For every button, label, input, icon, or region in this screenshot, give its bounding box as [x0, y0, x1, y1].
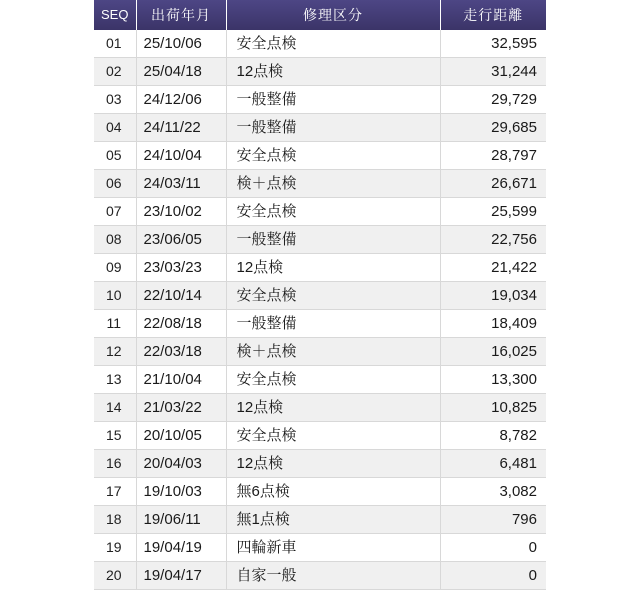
cell-date: 20/04/03 — [136, 450, 226, 478]
cell-seq: 06 — [94, 170, 136, 198]
cell-type: 12点検 — [226, 450, 440, 478]
cell-date: 24/12/06 — [136, 86, 226, 114]
cell-distance: 32,595 — [440, 30, 546, 58]
cell-distance: 18,409 — [440, 310, 546, 338]
cell-seq: 02 — [94, 58, 136, 86]
cell-distance: 6,481 — [440, 450, 546, 478]
cell-distance: 0 — [440, 534, 546, 562]
cell-date: 25/04/18 — [136, 58, 226, 86]
cell-distance: 10,825 — [440, 394, 546, 422]
table-row[interactable] — [94, 254, 546, 282]
cell-date: 22/08/18 — [136, 310, 226, 338]
table-row[interactable] — [94, 198, 546, 226]
table-row[interactable] — [94, 226, 546, 254]
cell-seq: 16 — [94, 450, 136, 478]
cell-date: 24/10/04 — [136, 142, 226, 170]
cell-seq: 03 — [94, 86, 136, 114]
table-body — [94, 30, 546, 590]
cell-distance: 25,599 — [440, 198, 546, 226]
table-row[interactable] — [94, 366, 546, 394]
cell-distance: 29,685 — [440, 114, 546, 142]
table-row[interactable] — [94, 86, 546, 114]
cell-type: 12点検 — [226, 254, 440, 282]
cell-seq: 15 — [94, 422, 136, 450]
cell-seq: 05 — [94, 142, 136, 170]
cell-seq: 19 — [94, 534, 136, 562]
cell-date: 25/10/06 — [136, 30, 226, 58]
cell-type: 一般整備 — [226, 226, 440, 254]
table-row[interactable] — [94, 562, 546, 590]
cell-seq: 13 — [94, 366, 136, 394]
cell-seq: 08 — [94, 226, 136, 254]
column-header-date: 出荷年月 — [136, 0, 226, 30]
maintenance-history-table — [94, 0, 546, 590]
cell-date: 21/10/04 — [136, 366, 226, 394]
table-row[interactable] — [94, 338, 546, 366]
cell-type: 安全点検 — [226, 366, 440, 394]
cell-distance: 0 — [440, 562, 546, 590]
cell-date: 21/03/22 — [136, 394, 226, 422]
cell-date: 20/10/05 — [136, 422, 226, 450]
table-row[interactable] — [94, 310, 546, 338]
cell-distance: 26,671 — [440, 170, 546, 198]
cell-date: 19/04/17 — [136, 562, 226, 590]
cell-distance: 22,756 — [440, 226, 546, 254]
cell-type: 一般整備 — [226, 310, 440, 338]
cell-date: 19/04/19 — [136, 534, 226, 562]
cell-date: 23/03/23 — [136, 254, 226, 282]
cell-type: 安全点検 — [226, 282, 440, 310]
column-header-type: 修理区分 — [226, 0, 440, 30]
cell-seq: 17 — [94, 478, 136, 506]
cell-type: 安全点検 — [226, 142, 440, 170]
cell-seq: 01 — [94, 30, 136, 58]
table-row[interactable] — [94, 506, 546, 534]
cell-type: 安全点検 — [226, 422, 440, 450]
cell-seq: 09 — [94, 254, 136, 282]
cell-seq: 10 — [94, 282, 136, 310]
cell-type: 安全点検 — [226, 198, 440, 226]
table-row[interactable] — [94, 450, 546, 478]
table-row[interactable] — [94, 170, 546, 198]
cell-distance: 31,244 — [440, 58, 546, 86]
cell-type: 一般整備 — [226, 86, 440, 114]
cell-type: 12点検 — [226, 58, 440, 86]
cell-distance: 8,782 — [440, 422, 546, 450]
cell-distance: 28,797 — [440, 142, 546, 170]
cell-distance: 16,025 — [440, 338, 546, 366]
cell-distance: 13,300 — [440, 366, 546, 394]
cell-type: 一般整備 — [226, 114, 440, 142]
cell-type: 12点検 — [226, 394, 440, 422]
cell-distance: 29,729 — [440, 86, 546, 114]
table-row[interactable] — [94, 478, 546, 506]
cell-seq: 07 — [94, 198, 136, 226]
cell-date: 22/10/14 — [136, 282, 226, 310]
cell-distance: 796 — [440, 506, 546, 534]
table-row[interactable] — [94, 142, 546, 170]
cell-type: 無1点検 — [226, 506, 440, 534]
table-row[interactable] — [94, 422, 546, 450]
cell-date: 23/06/05 — [136, 226, 226, 254]
cell-type: 検＋点検 — [226, 338, 440, 366]
table-header — [94, 0, 546, 30]
table-row[interactable] — [94, 394, 546, 422]
cell-seq: 12 — [94, 338, 136, 366]
cell-distance: 21,422 — [440, 254, 546, 282]
cell-date: 19/06/11 — [136, 506, 226, 534]
maintenance-history-table-wrapper — [94, 0, 546, 590]
cell-seq: 04 — [94, 114, 136, 142]
cell-type: 無6点検 — [226, 478, 440, 506]
cell-type: 検＋点検 — [226, 170, 440, 198]
cell-distance: 3,082 — [440, 478, 546, 506]
table-row[interactable] — [94, 282, 546, 310]
cell-type: 四輪新車 — [226, 534, 440, 562]
cell-type: 安全点検 — [226, 30, 440, 58]
cell-date: 22/03/18 — [136, 338, 226, 366]
cell-seq: 11 — [94, 310, 136, 338]
cell-type: 自家一般 — [226, 562, 440, 590]
cell-date: 24/11/22 — [136, 114, 226, 142]
column-header-seq: SEQ — [94, 0, 136, 30]
table-row[interactable] — [94, 534, 546, 562]
cell-date: 23/10/02 — [136, 198, 226, 226]
cell-distance: 19,034 — [440, 282, 546, 310]
cell-seq: 20 — [94, 562, 136, 590]
cell-seq: 18 — [94, 506, 136, 534]
table-header-row — [94, 0, 546, 30]
cell-date: 19/10/03 — [136, 478, 226, 506]
cell-seq: 14 — [94, 394, 136, 422]
table-row[interactable] — [94, 114, 546, 142]
table-row[interactable] — [94, 30, 546, 58]
table-row[interactable] — [94, 58, 546, 86]
column-header-distance: 走行距離 — [440, 0, 546, 30]
cell-date: 24/03/11 — [136, 170, 226, 198]
